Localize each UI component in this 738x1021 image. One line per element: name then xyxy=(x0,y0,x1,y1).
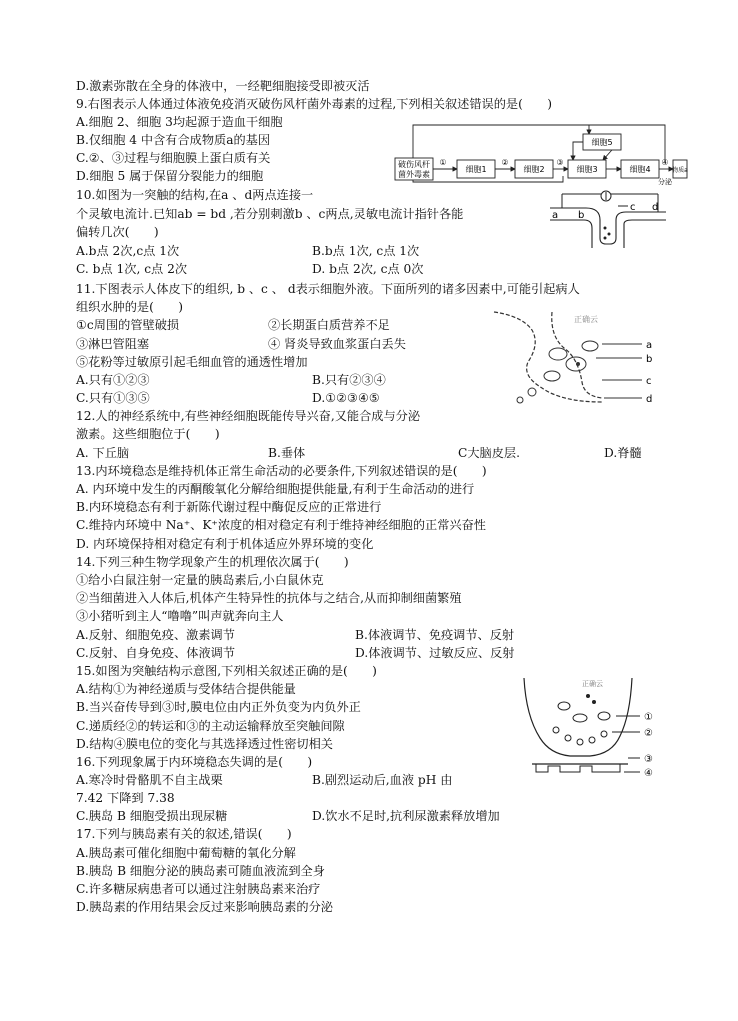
q15-option-b: B.当兴奋传导到③时,膜电位由内正外负变为内负外正 xyxy=(76,700,361,714)
label-b: b xyxy=(646,354,653,365)
q10-synapse-figure xyxy=(548,190,668,252)
q16-option-d: D.饮水不足时,抗利尿激素释放增加 xyxy=(312,809,500,823)
q11-factor-5: ⑤花粉等过敏原引起毛细血管的通透性增加 xyxy=(76,355,308,369)
q9-option-b: B.仅细胞 4 中含有合成物质a的基因 xyxy=(76,133,271,147)
watermark: 正确云 xyxy=(574,315,598,324)
q12-option-a: A. 下丘脑 xyxy=(76,446,130,460)
label-c: c xyxy=(646,376,652,387)
q13-option-c: C.维持内环境中 Na⁺、K⁺浓度的相对稳定有利于维持神经细胞的正常兴奋性 xyxy=(76,518,486,532)
q14-stem: 14.下列三种生物学现象产生的机理依次属于( ) xyxy=(76,555,349,569)
cell-2-label: 细胞2 xyxy=(523,165,545,174)
q15-option-c: C.递质经②的转运和③的主动运输释放至突触间隙 xyxy=(76,719,345,733)
structure-4-label: ④ xyxy=(644,768,653,779)
q14-option-d: D.体液调节、过敏反应、反射 xyxy=(355,646,515,660)
point-c-label: c xyxy=(630,202,636,213)
q17-stem: 17.下列与胰岛素有关的叙述,错误( ) xyxy=(76,827,292,841)
q12-option-c: C大脑皮层. xyxy=(458,446,520,460)
q16-option-b: B.剧烈运动后,血液 pH 由 xyxy=(312,773,453,787)
q11-option-b: B.只有②③④ xyxy=(312,373,386,387)
step-2-label: ② xyxy=(501,158,509,167)
q9-option-c: C.②、③过程与细胞膜上蛋白质有关 xyxy=(76,151,271,165)
label-d: d xyxy=(646,394,653,405)
q12-option-d: D.脊髓 xyxy=(604,446,642,460)
q11-factor-1: ①c周围的管壁破损 xyxy=(76,318,180,332)
q16-option-a: A.寒冷时骨骼肌不自主战栗 xyxy=(76,773,223,787)
q15-synapse-figure xyxy=(520,676,660,784)
q12-stem-1: 12.人的神经系统中,有些神经细胞既能传导兴奋,又能合成与分泌 xyxy=(76,409,421,423)
q9-immune-flow-figure xyxy=(393,120,689,186)
q14-option-b: B.体液调节、免疫调节、反射 xyxy=(355,628,515,642)
q11-stem-2: 组织水肿的是( ) xyxy=(76,300,184,314)
structure-3-label: ③ xyxy=(644,754,653,765)
q17-option-d: D.胰岛素的作用结果会反过来影响胰岛素的分泌 xyxy=(76,900,333,914)
q11-option-d: D.①②③④⑤ xyxy=(312,391,380,405)
q10-option-b: B.b点 1次, c点 1次 xyxy=(312,244,420,258)
step-3-label: ③ xyxy=(556,158,564,167)
q10-option-d: D. b点 2次, c点 0次 xyxy=(312,262,424,276)
q10-stem-3: 偏转几次( ) xyxy=(76,225,159,239)
q14-item-3: ③小猪听到主人“噜噜”叫声就奔向主人 xyxy=(76,609,284,623)
q11-option-a: A.只有①②③ xyxy=(76,373,150,387)
q17-option-c: C.许多糖尿病患者可以通过注射胰岛素来治疗 xyxy=(76,882,321,896)
cell-5-label: 细胞5 xyxy=(591,138,613,147)
product-label: 物质a xyxy=(672,167,688,174)
step-4-label: ④ xyxy=(661,158,669,167)
point-b-label: b xyxy=(578,210,585,221)
q11-stem-1: 11.下图表示人体皮下的组织, b 、c 、 d表示细胞外液。下面所列的诸多因素中,可能引起病人 xyxy=(76,282,580,296)
q8-option-d: D.激素弥散在全身的体液中，一经靶细胞接受即被灭活 xyxy=(76,79,370,93)
q9-option-d: D.细胞 5 属于保留分裂能力的细胞 xyxy=(76,169,264,183)
q9-option-a: A.细胞 2、细胞 3均起源于造血干细胞 xyxy=(76,115,283,129)
q10-stem-2: 个灵敏电流计.已知ab = bd ,若分别刺激b 、c两点,灵敏电流计指针各能 xyxy=(76,207,464,221)
toxin-label-1: 破伤风杆 xyxy=(398,160,430,169)
q16-option-c: C.胰岛 B 细胞受损出现尿糖 xyxy=(76,809,228,823)
q13-option-b: B.内环境稳态有利于新陈代谢过程中酶促反应的正常进行 xyxy=(76,500,382,514)
q11-option-c: C.只有①③⑤ xyxy=(76,391,150,405)
q11-factor-2: ②长期蛋白质营养不足 xyxy=(268,318,390,332)
q10-stem-1: 10.如图为一突触的结构,在a 、d两点连接一 xyxy=(76,188,314,202)
structure-1-label: ① xyxy=(644,712,653,723)
q16-option-b-cont: 7.42 下降到 7.38 xyxy=(76,791,175,805)
q11-factor-4: ④ 肾炎导致血浆蛋白丢失 xyxy=(268,337,406,351)
toxin-label-2: 菌外毒素 xyxy=(398,170,430,179)
watermark: 正确云 xyxy=(582,680,603,688)
q17-option-a: A.胰岛素可催化细胞中葡萄糖的氧化分解 xyxy=(76,846,296,860)
q14-option-a: A.反射、细胞免疫、激素调节 xyxy=(76,628,235,642)
cell-4-label: 细胞4 xyxy=(629,165,651,174)
structure-2-label: ② xyxy=(644,728,653,739)
q11-tissue-figure xyxy=(492,310,660,410)
q14-option-c: C.反射、自身免疫、体液调节 xyxy=(76,646,236,660)
q9-stem: 9.右图表示人体通过体液免疫消灭破伤风杆菌外毒素的过程,下列相关叙述错误的是( ) xyxy=(76,97,552,111)
q13-stem: 13.内环境稳态是维持机体正常生命活动的必要条件,下列叙述错误的是( ) xyxy=(76,464,487,478)
cell-1-label: 细胞1 xyxy=(465,165,487,174)
q13-option-d: D. 内环境保持相对稳定有利于机体适应外界环境的变化 xyxy=(76,537,374,551)
electrode-a-label: a xyxy=(552,210,559,221)
q16-stem: 16.下列现象属于内环境稳态失调的是( ) xyxy=(76,755,313,769)
q15-option-d: D.结构④膜电位的变化与其选择透过性密切相关 xyxy=(76,737,333,751)
q10-option-c: C. b点 1次, c点 2次 xyxy=(76,262,188,276)
cell-3-label: 细胞3 xyxy=(576,165,598,174)
q12-option-b: B.垂体 xyxy=(268,446,306,460)
q10-option-a: A.b点 2次,c点 1次 xyxy=(76,244,180,258)
q14-item-2: ②当细菌进入人体后,机体产生特异性的抗体与之结合,从而抑制细菌繁殖 xyxy=(76,591,462,605)
q17-option-b: B.胰岛 B 细胞分泌的胰岛素可随血液流到全身 xyxy=(76,864,325,878)
step-1-label: ① xyxy=(439,158,447,167)
q12-stem-2: 激素。这些细胞位于( ) xyxy=(76,427,220,441)
secrete-label: 分泌 xyxy=(658,178,672,186)
q11-factor-3: ③淋巴管阻塞 xyxy=(76,337,150,351)
q15-option-a: A.结构①为神经递质与受体结合提供能量 xyxy=(76,682,296,696)
q15-stem: 15.如图为突触结构示意图,下列相关叙述正确的是( ) xyxy=(76,664,377,678)
q14-item-1: ①给小白鼠注射一定量的胰岛素后,小白鼠休克 xyxy=(76,573,324,587)
electrode-d-label: d xyxy=(652,202,659,213)
label-a: a xyxy=(646,340,653,351)
q13-option-a: A. 内环境中发生的丙酮酸氧化分解给细胞提供能量,有利于生命活动的进行 xyxy=(76,482,475,496)
